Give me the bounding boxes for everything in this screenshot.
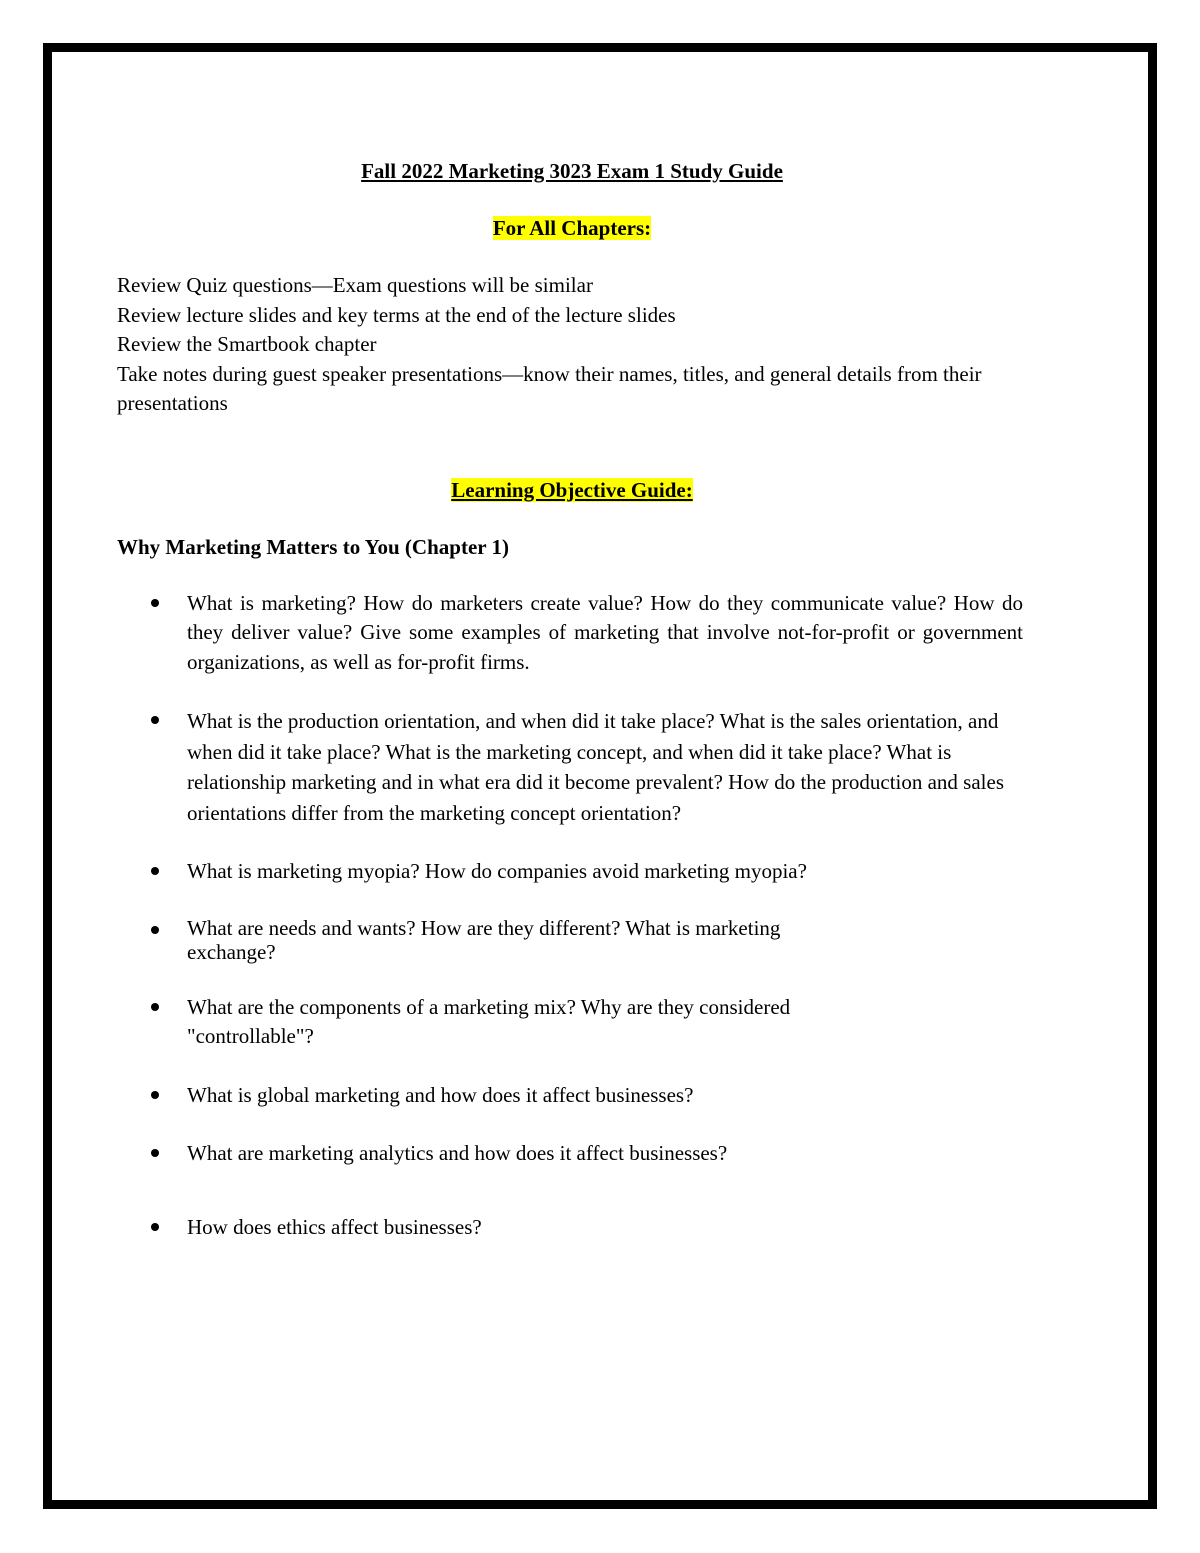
question-text: How does ethics affect businesses?	[187, 1214, 482, 1239]
bullet-icon	[151, 1003, 159, 1011]
question-text: What is marketing myopia? How do companies avoid marketing myopia?	[187, 859, 807, 883]
bullet-icon	[151, 1091, 159, 1099]
bullet-icon	[151, 1223, 159, 1231]
all-chapters-heading: For All Chapters:	[492, 216, 652, 240]
learning-objective-heading: Learning Objective Guide:	[451, 477, 693, 502]
review-item: Review Quiz questions—Exam questions will be similar	[117, 273, 593, 297]
list-item	[117, 857, 1027, 887]
chapter-heading: Why Marketing Matters to You (Chapter 1)	[117, 534, 509, 559]
question-text: What are the components of a marketing mix? Why are they considered "controllable"?	[187, 994, 791, 1048]
bullet-icon	[151, 926, 159, 934]
document-title: Fall 2022 Marketing 3023 Exam 1 Study Guide	[361, 159, 783, 183]
review-item: Review lecture slides and key terms at the end of the lecture slides	[117, 302, 676, 327]
bullet-icon	[151, 716, 159, 724]
list-item	[117, 916, 1027, 964]
document-body	[117, 157, 1027, 1271]
bullet-icon	[151, 1149, 159, 1157]
all-chapters-heading-row	[117, 214, 1027, 244]
learning-objective-heading-row	[117, 476, 1027, 506]
question-text: What is global marketing and how does it affect businesses?	[187, 1082, 694, 1107]
list-item	[117, 1139, 1027, 1169]
list-item	[117, 589, 1027, 678]
question-text: What is the production orientation, and when did it take place? What is the sales orientation, and when did it take place? What is the marketing concept, and when did it take place? What is relationship marketing and in what era did it become prevalent? How do the production and sales orientations differ from the marketing concept orientation?	[187, 709, 1005, 825]
question-list	[117, 589, 1027, 1243]
bullet-icon	[151, 599, 159, 607]
list-item	[117, 706, 1027, 828]
bullet-icon	[151, 867, 159, 875]
review-item: Review the Smartbook chapter	[117, 332, 377, 356]
list-item	[117, 1081, 1027, 1111]
list-item	[117, 1213, 1027, 1243]
list-item	[117, 993, 1027, 1052]
question-text: What is marketing? How do marketers create value? How do they communicate value? How do they deliver value? Give some examples of marketing that involve not-for-profit or government organizations, as well as for-profit firms.	[187, 590, 1023, 674]
review-item: Take notes during guest speaker presentations—know their names, titles, and general details from their presentations	[117, 361, 982, 415]
question-text: What are needs and wants? How are they different? What is marketing exchange?	[187, 915, 781, 964]
review-list	[117, 271, 1027, 419]
question-text: What are marketing analytics and how does it affect businesses?	[187, 1141, 728, 1165]
